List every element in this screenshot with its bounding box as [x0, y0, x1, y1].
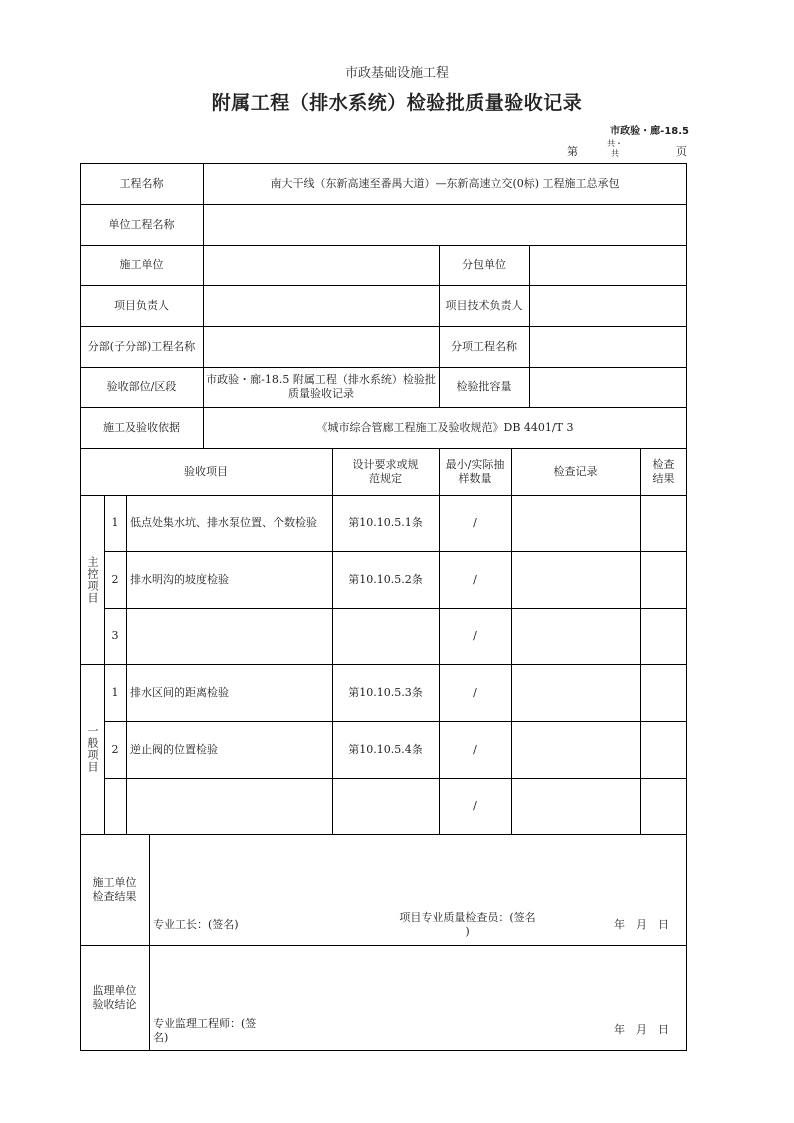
col-record-header: 检查记录: [553, 464, 598, 478]
supervision-label: 监理单位验收结论: [92, 984, 137, 1011]
general-row-1-sample: /: [473, 685, 477, 699]
project-name-label: 工程名称: [119, 176, 164, 190]
general-row-2-name: 逆止阀的位置检验: [130, 742, 218, 756]
general-row-2-no: 2: [111, 742, 119, 756]
project-name-value: 南大干线（东新高速至番禺大道）—东新高速立交(0标) 工程施工总承包: [270, 176, 620, 190]
construction-unit-field[interactable]: [203, 245, 439, 285]
page-prefix: 第: [567, 145, 578, 158]
unit-project-field[interactable]: [203, 204, 687, 245]
unit-project-label: 单位工程名称: [108, 217, 175, 231]
main-row-1-record[interactable]: [511, 495, 640, 551]
main-row-3-record[interactable]: [511, 608, 640, 664]
main-row-3-clause: [332, 608, 439, 664]
tech-lead-field[interactable]: [529, 285, 687, 326]
general-row-2-clause: 第10.10.5.4条: [348, 742, 423, 756]
general-row-3-record[interactable]: [511, 778, 640, 834]
general-row-3-no: [104, 778, 126, 834]
general-row-2-sample: /: [473, 742, 477, 756]
main-row-1-sample: /: [473, 516, 477, 529]
capacity-field[interactable]: [529, 367, 687, 407]
col-result-header: 检查结果: [652, 457, 675, 485]
subcontract-field[interactable]: [529, 245, 687, 285]
location-value: 市政验・廊-18.5 附属工程（排水系统）检验批质量验收记录: [206, 373, 436, 400]
quality-inspector-signature[interactable]: 项目专业质量检查员：(签名 ): [399, 911, 536, 938]
main-row-3-result[interactable]: [640, 608, 687, 664]
sub-item-field[interactable]: [529, 326, 687, 367]
document-title: 附属工程（排水系统）检验批质量验收记录: [211, 92, 583, 114]
general-row-2-record[interactable]: [511, 721, 640, 778]
general-row-3-clause: [332, 778, 439, 834]
main-row-2-clause: 第10.10.5.2条: [348, 572, 423, 586]
page-suffix: 页: [676, 145, 687, 158]
capacity-label: 检验批容量: [456, 380, 512, 393]
main-row-1-no: 1: [111, 516, 119, 529]
sub-division-label: 分部(子分部)工程名称: [87, 339, 196, 353]
general-row-2-result[interactable]: [640, 721, 687, 778]
supervision-date[interactable]: 年 月 日: [614, 1023, 669, 1036]
sub-item-label: 分项工程名称: [451, 339, 517, 353]
main-row-1-clause: 第10.10.5.1条: [348, 516, 423, 529]
pm-field[interactable]: [203, 285, 439, 326]
basis-label: 施工及验收依据: [103, 420, 180, 434]
document-subtitle: 市政基础设施工程: [344, 66, 449, 81]
main-row-3-sample: /: [473, 629, 477, 642]
general-row-1-result[interactable]: [640, 664, 687, 721]
basis-value: 《城市综合管廊工程施工及验收规范》DB 4401/T 3: [316, 420, 574, 434]
pm-label: 项目负责人: [114, 298, 169, 312]
main-row-2-no: 2: [111, 572, 119, 586]
main-row-2-name: 排水明沟的坡度检验: [130, 572, 229, 586]
main-row-3-no: 3: [111, 629, 119, 642]
general-row-3-sample: /: [473, 799, 477, 812]
general-row-1-no: 1: [111, 685, 119, 699]
location-label: 验收部位/区段: [106, 380, 177, 393]
form-code: 市政验・廊-18.5: [610, 126, 689, 137]
main-row-3-name: [126, 608, 332, 664]
general-row-3-name: [126, 778, 332, 834]
tech-lead-label: 项目技术负责人: [445, 298, 523, 312]
general-row-1-name: 排水区间的距离检验: [130, 685, 229, 699]
main-row-2-record[interactable]: [511, 551, 640, 608]
foreman-signature[interactable]: 专业工长：(签名): [153, 918, 239, 931]
construction-check-date[interactable]: 年 月 日: [614, 918, 669, 931]
main-row-2-sample: /: [473, 572, 477, 586]
main-row-1-name: 低点处集水坑、排水泵位置、个数检验: [130, 516, 317, 529]
col-item-header: 验收项目: [184, 464, 228, 478]
general-row-1-record[interactable]: [511, 664, 640, 721]
supervision-engineer-signature[interactable]: 专业监理工程师：(签 名): [153, 1017, 257, 1044]
construction-unit-label: 施工单位: [119, 258, 164, 271]
sub-division-field[interactable]: [203, 326, 439, 367]
page-total-mark: 共・ 共: [607, 139, 623, 158]
main-control-group-label: 主控项目: [86, 555, 99, 604]
col-design-header: 设计要求或规范规定: [352, 457, 419, 485]
main-row-2-result[interactable]: [640, 551, 687, 608]
construction-check-label: 施工单位检查结果: [92, 875, 137, 903]
col-sample-header: 最小/实际抽样数量: [445, 457, 505, 485]
general-row-3-result[interactable]: [640, 778, 687, 834]
general-row-1-clause: 第10.10.5.3条: [348, 685, 423, 699]
main-row-1-result[interactable]: [640, 495, 687, 551]
general-group-label: 一般项目: [86, 725, 99, 773]
subcontract-label: 分包单位: [462, 258, 506, 271]
